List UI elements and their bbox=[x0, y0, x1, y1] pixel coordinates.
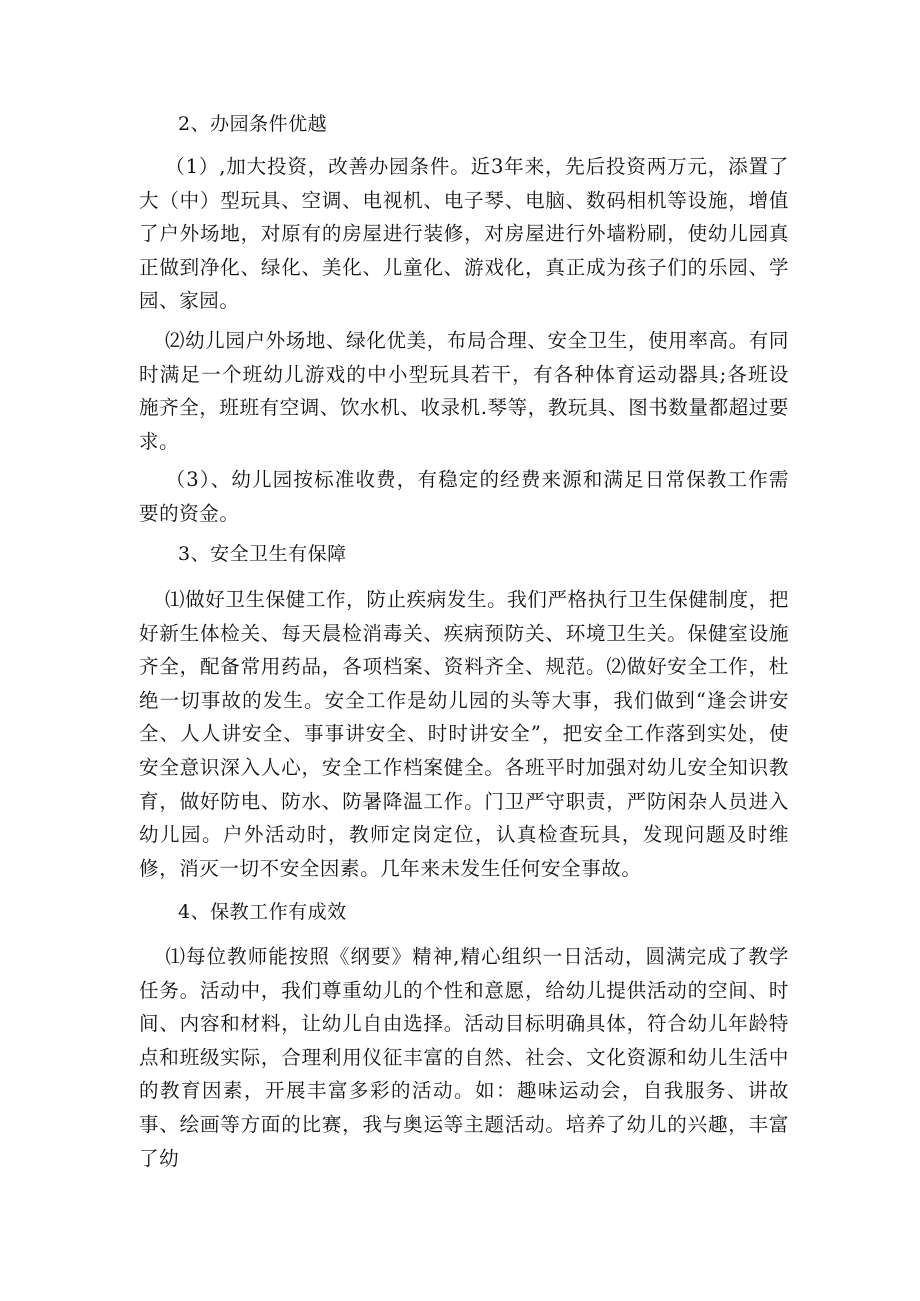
paragraph-text: （1）,加大投资，改善办园条件。近3年来，先后投资两万元，添置了大（中）型玩具、空调、电视机、电子琴、电脑、数码相机等设施，增值了户外场地，对原有的房屋进行装修，对房屋进行外墙粉刷，使幼儿园真正做到净化、绿化、美化、儿童化、游戏化，真正成为孩子们的乐园、学园、家园。 bbox=[139, 155, 789, 313]
paragraph-4-1 bbox=[139, 940, 789, 1175]
paragraph-2-2 bbox=[139, 324, 789, 458]
paragraph-2-3 bbox=[139, 463, 789, 530]
paragraph-3-1 bbox=[139, 583, 789, 885]
paragraph-text: ⑴每位教师能按照《纲要》精神,精心组织一日活动，圆满完成了教学任务。活动中，我们尊重幼儿的个性和意愿，给幼儿提供活动的空间、时间、内容和材料，让幼儿自由选择。活动目标明确具体，符合幼儿年龄特点和班级实际，合理利用仪征丰富的自然、社会、文化资源和幼儿生活中的教育因素，开展丰富多彩的活动。如：趣味运动会，自我服务、讲故事、绘画等方面的比赛，我与奥运等主题活动。培养了幼儿的兴趣，丰富了幼 bbox=[139, 945, 789, 1170]
paragraph-text: （3）、幼儿园按标准收费，有稳定的经费来源和满足日常保教工作需要的资金。 bbox=[139, 468, 789, 525]
section-heading-4: 4、保教工作有成效 bbox=[178, 901, 347, 923]
paragraph-2-1 bbox=[139, 150, 789, 318]
paragraph-text: ⑴做好卫生保健工作，防止疾病发生。我们严格执行卫生保健制度，把好新生体检关、每天晨检消毒关、疾病预防关、环境卫生关。保健室设施齐全，配备常用药品，各项档案、资料齐全、规范。⑵做好安全工作，杜绝一切事故的发生。安全工作是幼儿园的头等大事，我们做到“逢会讲安全、人人讲安全、事事讲安全、时时讲安全”，把安全工作落到实处，使安全意识深入人心，安全工作档案健全。各班平时加强对幼儿安全知识教育，做好防电、防水、防暑降温工作。门卫严守职责，严防闲杂人员进入幼儿园。户外活动时，教师定岗定位，认真检查玩具，发现问题及时维修，消灭一切不安全因素。几年来未发生任何安全事故。 bbox=[139, 588, 789, 880]
section-heading-3: 3、安全卫生有保障 bbox=[178, 543, 347, 565]
paragraph-text: ⑵幼儿园户外场地、绿化优美，布局合理、安全卫生，使用率高。有同时满足一个班幼儿游戏的中小型玩具若干，有各种体育运动器具;各班设施齐全，班班有空调、饮水机、收录机.琴等，教玩具、图书数量都超过要求。 bbox=[139, 329, 789, 453]
section-heading-2: 2、办园条件优越 bbox=[178, 113, 328, 135]
